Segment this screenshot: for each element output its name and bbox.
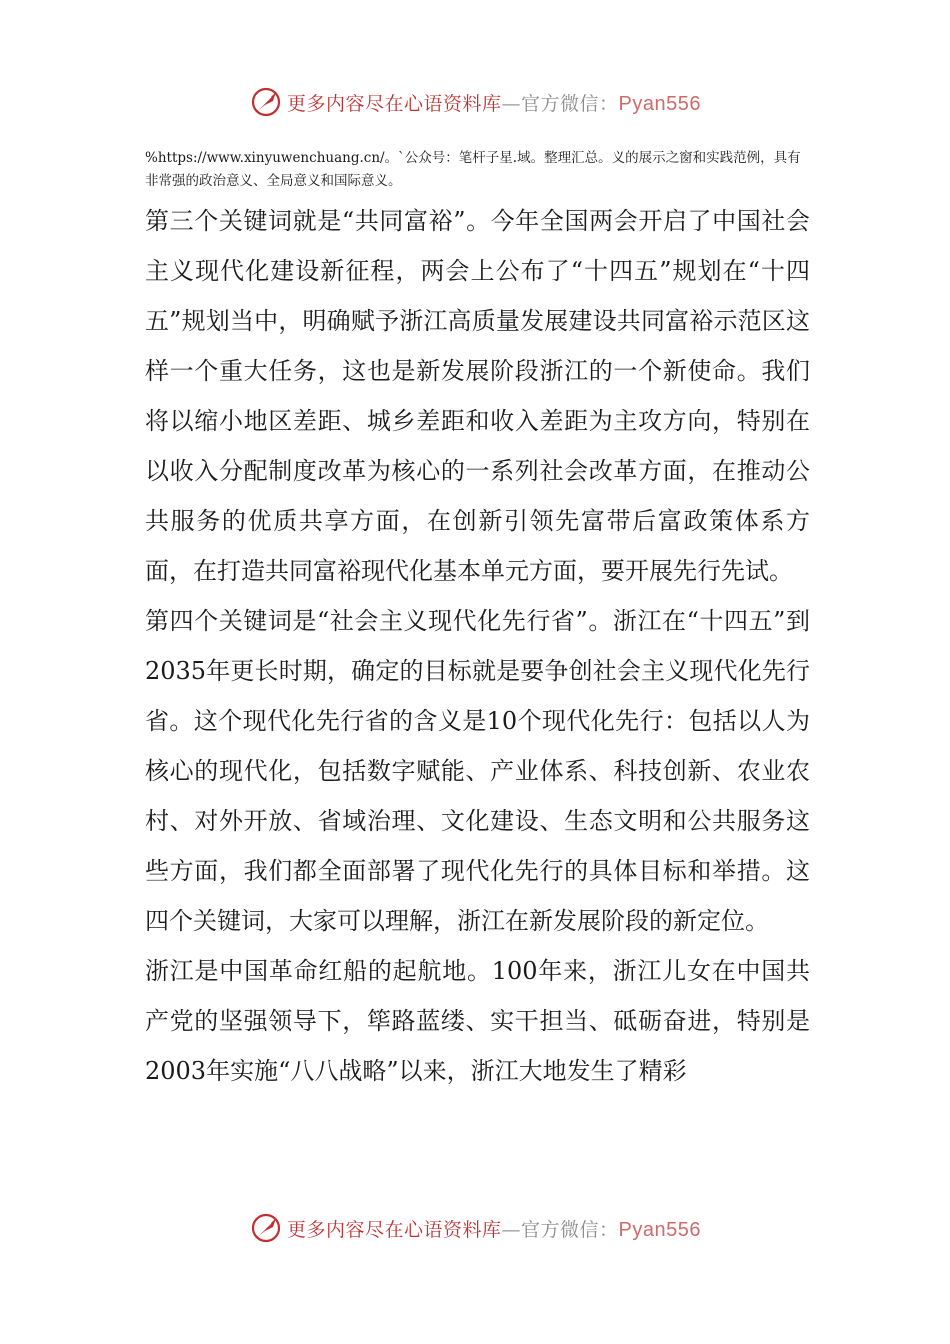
bottom-banner [0, 1206, 950, 1250]
banner-text [287, 89, 701, 116]
banner-wechat-id: Pyan556 [618, 92, 701, 115]
banner-main-text: 更多内容尽在心语资料库 [287, 1218, 502, 1241]
paragraph: 浙江是中国革命红船的起航地。100年来，浙江儿女在中国共产党的坚强领导下，筚路蓝缕、实干担当、砥砺奋进，特别是2003年实施“八八战略”以来，浙江大地发生了精彩 [145, 957, 810, 1085]
banner-wechat-id: Pyan556 [618, 1218, 701, 1241]
banner-main-text: 更多内容尽在心语资料库 [287, 92, 502, 115]
banner-dash: — [501, 92, 522, 115]
banner-label: 官方微信： [521, 1218, 619, 1241]
paragraph: 第三个关键词就是“共同富裕”。今年全国两会开启了中国社会主义现代化建设新征程，两会上公布了“十四五”规划在“十四五”规划当中，明确赋予浙江高质量发展建设共同富裕示范区这样一个重大任务，这也是新发展阶段浙江的一个新使命。我们将以缩小地区差距、城乡差距和收入差距为主攻方向，特别在以收入分配制度改革为核心的一系列社会改革方面，在推动公共服务的优质共享方面，在创新引领先富带后富政策体系方面，在打造共同富裕现代化基本单元方面，要开展先行先试。 [145, 207, 810, 585]
banner-dash: — [501, 1218, 522, 1241]
document-body [145, 196, 810, 1096]
paragraph: 第四个关键词是“社会主义现代化先行省”。浙江在“十四五”到2035年更长时期，确定的目标就是要争创社会主义现代化先行省。这个现代化先行省的含义是10个现代化先行：包括以人为核心的现代化，包括数字赋能、产业体系、科技创新、农业农村、对外开放、省域治理、文化建设、生态文明和公共服务这些方面，我们都全面部署了现代化先行的具体目标和举措。这四个关键词，大家可以理解，浙江在新发展阶段的新定位。 [145, 607, 810, 935]
quill-logo-icon [249, 1211, 283, 1245]
banner-label: 官方微信： [521, 92, 619, 115]
quill-logo-icon [249, 85, 283, 119]
header-note: %https://www.xinyuwenchuang.cn/。`公众号：笔杆子星.域。整理汇总。义的展示之窗和实践范例，具有非常强的政治意义、全局意义和国际意义。 [145, 150, 801, 189]
banner-text [287, 1215, 701, 1242]
top-banner [0, 80, 950, 124]
